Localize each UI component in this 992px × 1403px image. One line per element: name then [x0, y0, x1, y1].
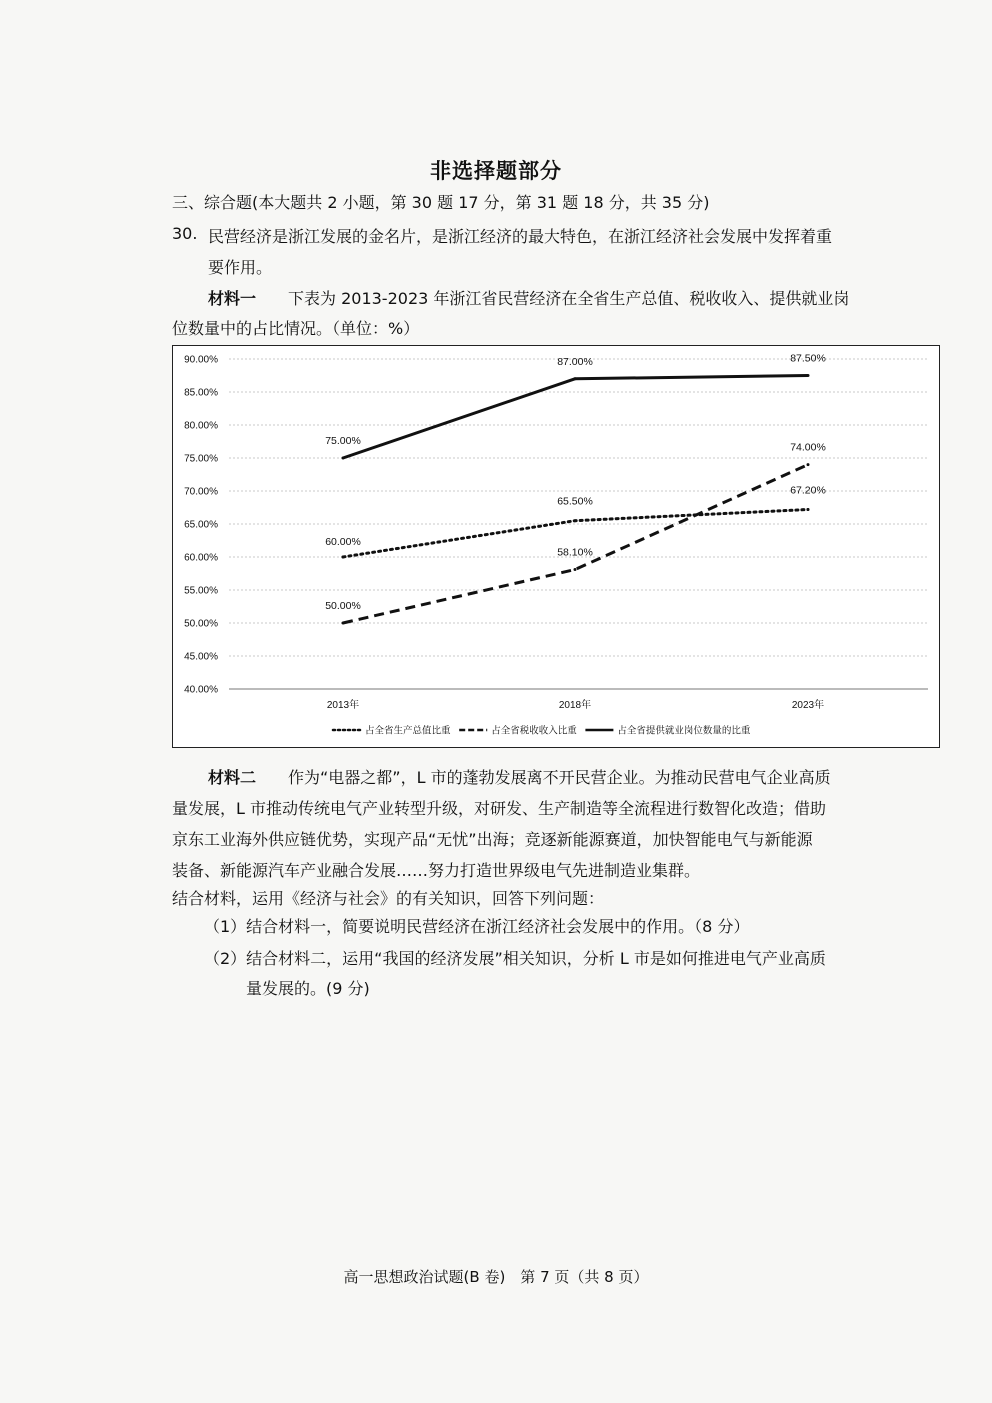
- y-tick-label: 90.00%: [184, 354, 218, 366]
- y-tick-label: 80.00%: [184, 420, 218, 432]
- question-stem-line1: 民营经济是浙江发展的金名片，是浙江经济的最大特色，在浙江经济社会发展中发挥着重: [208, 227, 833, 246]
- y-tick-label: 85.00%: [184, 387, 218, 399]
- data-label: 60.00%: [325, 536, 361, 548]
- data-point: [807, 508, 810, 511]
- data-point: [342, 457, 345, 460]
- data-point: [342, 622, 345, 625]
- data-label: 87.00%: [557, 355, 593, 368]
- y-tick-label: 55.00%: [184, 585, 218, 597]
- line-chart: [172, 345, 940, 748]
- sub-question-1: （1）结合材料一，简要说明民营经济在浙江经济社会发展中的作用。（8 分）: [204, 917, 750, 936]
- legend-label: 占全省提供就业岗位数量的比重: [617, 725, 751, 737]
- legend-label: 占全省税收收入比重: [491, 725, 577, 737]
- page-footer: 高一思想政治试题(B 卷) 第 7 页（共 8 页）: [343, 1268, 649, 1286]
- material2-line4: 装备、新能源汽车产业融合发展……努力打造世界级电气先进制造业集群。: [172, 861, 701, 880]
- y-tick-label: 40.00%: [184, 684, 218, 696]
- legend-label: 占全省生产总值比重: [365, 725, 451, 737]
- section-heading: 三、综合题(本大题共 2 小题，第 30 题 17 分，第 31 题 18 分，共 35 分): [172, 193, 710, 212]
- instruction: 结合材料，运用《经济与社会》的有关知识，回答下列问题：: [172, 889, 605, 908]
- data-label: 74.00%: [790, 441, 826, 454]
- data-point: [807, 374, 810, 377]
- material1-label: 材料一: [208, 289, 257, 308]
- material1-text-line1: 下表为 2013-2023 年浙江省民营经济在全省生产总值、税收收入、提供就业岗: [288, 289, 850, 308]
- sub-question-2-line1: （2）结合材料二，运用“我国的经济发展”相关知识，分析 L 市是如何推进电气产业高质: [204, 949, 826, 968]
- data-point: [574, 377, 577, 380]
- series-line: [343, 465, 808, 623]
- data-point: [574, 568, 577, 571]
- material2-line2: 量发展，L 市推动传统电气产业转型升级，对研发、生产制造等全流程进行数智化改造；借助: [172, 799, 827, 818]
- x-tick-label: 2023年: [791, 700, 825, 711]
- y-tick-label: 60.00%: [184, 552, 218, 564]
- y-tick-label: 45.00%: [184, 651, 218, 663]
- y-tick-label: 75.00%: [184, 453, 218, 465]
- question-number: 30.: [172, 224, 198, 243]
- data-label: 65.50%: [557, 495, 593, 508]
- chart-svg: [173, 346, 941, 749]
- material2-label: 材料二: [208, 768, 257, 787]
- question-stem-line2: 要作用。: [208, 258, 273, 277]
- data-point: [342, 556, 345, 559]
- data-label: 75.00%: [325, 435, 361, 447]
- data-label: 67.20%: [790, 484, 826, 497]
- material2-line1: 作为“电器之都”，L 市的蓬勃发展离不开民营企业。为推动民营电气企业高质: [288, 768, 831, 787]
- series-line: [343, 376, 808, 459]
- y-tick-label: 65.00%: [184, 519, 218, 531]
- data-point: [574, 519, 577, 522]
- section-title: 非选择题部分: [430, 159, 562, 183]
- y-tick-label: 70.00%: [184, 486, 218, 498]
- data-label: 50.00%: [325, 600, 361, 612]
- data-label: 87.50%: [790, 352, 826, 365]
- x-tick-label: 2018年: [558, 700, 592, 711]
- x-tick-label: 2013年: [326, 700, 360, 711]
- sub-question-2-line2: 量发展的。(9 分): [246, 979, 370, 998]
- y-tick-label: 50.00%: [184, 618, 218, 630]
- material1-text-line2: 位数量中的占比情况。（单位：%）: [172, 319, 420, 338]
- data-label: 58.10%: [557, 546, 593, 559]
- data-point: [807, 463, 810, 466]
- material2-line3: 京东工业海外供应链优势，实现产品“无忧”出海；竞逐新能源赛道，加快智能电气与新能源: [172, 830, 813, 849]
